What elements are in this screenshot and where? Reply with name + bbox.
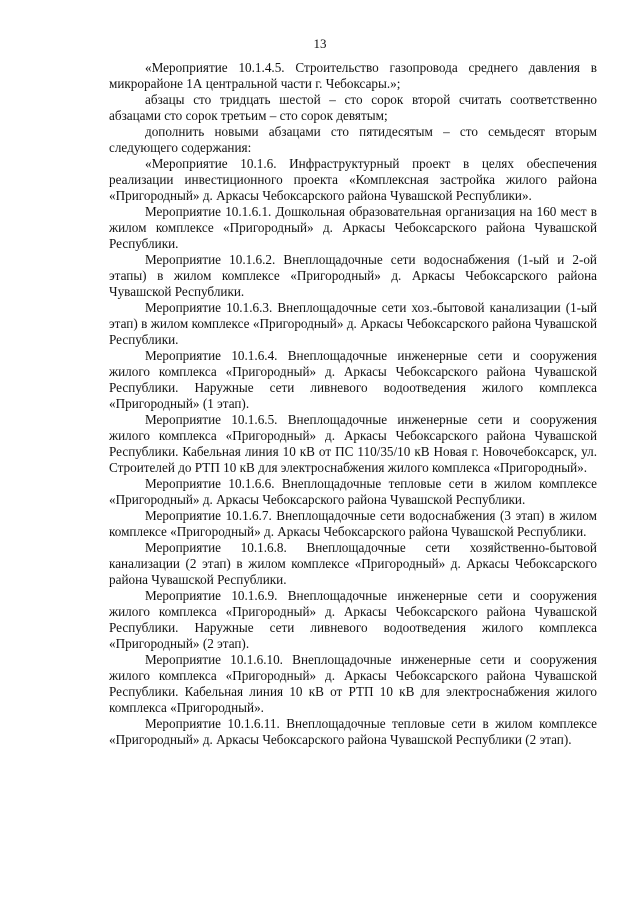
paragraph: Мероприятие 10.1.6.4. Внеплощадочные инженерные сети и сооружения жилого комплекса «Пригородный» д. Аркасы Чебоксарского района Чувашской Республики. Наружные сети ливневого водоотведения жилого комплекса «Пригородный» (1 этап). [109,348,597,411]
paragraph: Мероприятие 10.1.6.2. Внеплощадочные сети водоснабжения (1-ый и 2-ой этапы) в жилом комплексе «Пригородный» д. Аркасы Чебоксарского района Чувашской Республики. [109,252,597,299]
paragraph: дополнить новыми абзацами сто пятидесятым – сто семьдесят вторым следующего содержания: [109,124,597,155]
paragraph: Мероприятие 10.1.6.7. Внеплощадочные сети водоснабжения (3 этап) в жилом комплексе «Пригородный» д. Аркасы Чебоксарского района Чувашской Республики. [109,508,597,539]
paragraph: Мероприятие 10.1.6.8. Внеплощадочные сети хозяйственно-бытовой канализации (2 этап) в жилом комплексе «Пригородный» д. Аркасы Чебоксарского района Чувашской Республики. [109,540,597,587]
document-body [109,60,597,748]
paragraph: Мероприятие 10.1.6.11. Внеплощадочные тепловые сети в жилом комплексе «Пригородный» д. Аркасы Чебоксарского района Чувашской Республики (2 этап). [109,716,597,747]
paragraph: Мероприятие 10.1.6.5. Внеплощадочные инженерные сети и сооружения жилого комплекса «Пригородный» д. Аркасы Чебоксарского района Чувашской Республики. Кабельная линия 10 кВ от ПС 110/35/10 кВ Новая г. Новочебоксарск, ул. Строителей до РТП 10 кВ для электроснабжения жилого комплекса «Пригородный». [109,412,597,475]
paragraph: абзацы сто тридцать шестой – сто сорок второй считать соответственно абзацами сто сорок третьим – сто сорок девятым; [109,92,597,123]
paragraph: Мероприятие 10.1.6.3. Внеплощадочные сети хоз.-бытовой канализации (1-ый этап) в жилом комплексе «Пригородный» д. Аркасы Чебоксарского района Чувашской Республики. [109,300,597,347]
page-number: 13 [313,36,327,51]
paragraph: «Мероприятие 10.1.6. Инфраструктурный проект в целях обеспечения реализации инвестиционного проекта «Комплексная застройка жилого района «Пригородный» д. Аркасы Чебоксарского района Чувашской Республики». [109,156,597,203]
paragraph: Мероприятие 10.1.6.10. Внеплощадочные инженерные сети и сооружения жилого комплекса «Пригородный» д. Аркасы Чебоксарского района Чувашской Республики. Кабельная линия 10 кВ от РТП 10 кВ для электроснабжения жилого комплекса «Пригородный». [109,652,597,715]
paragraph: «Мероприятие 10.1.4.5. Строительство газопровода среднего давления в микрорайоне 1А центральной части г. Чебоксары.»; [109,60,597,91]
paragraph: Мероприятие 10.1.6.1. Дошкольная образовательная организация на 160 мест в жилом комплексе «Пригородный» д. Аркасы Чебоксарского района Чувашской Республики. [109,204,597,251]
paragraph: Мероприятие 10.1.6.9. Внеплощадочные инженерные сети и сооружения жилого комплекса «Пригородный» д. Аркасы Чебоксарского района Чувашской Республики. Наружные сети ливневого водоотведения жилого комплекса «Пригородный» (2 этап). [109,588,597,651]
paragraph: Мероприятие 10.1.6.6. Внеплощадочные тепловые сети в жилом комплексе «Пригородный» д. Аркасы Чебоксарского района Чувашской Республики. [109,476,597,507]
